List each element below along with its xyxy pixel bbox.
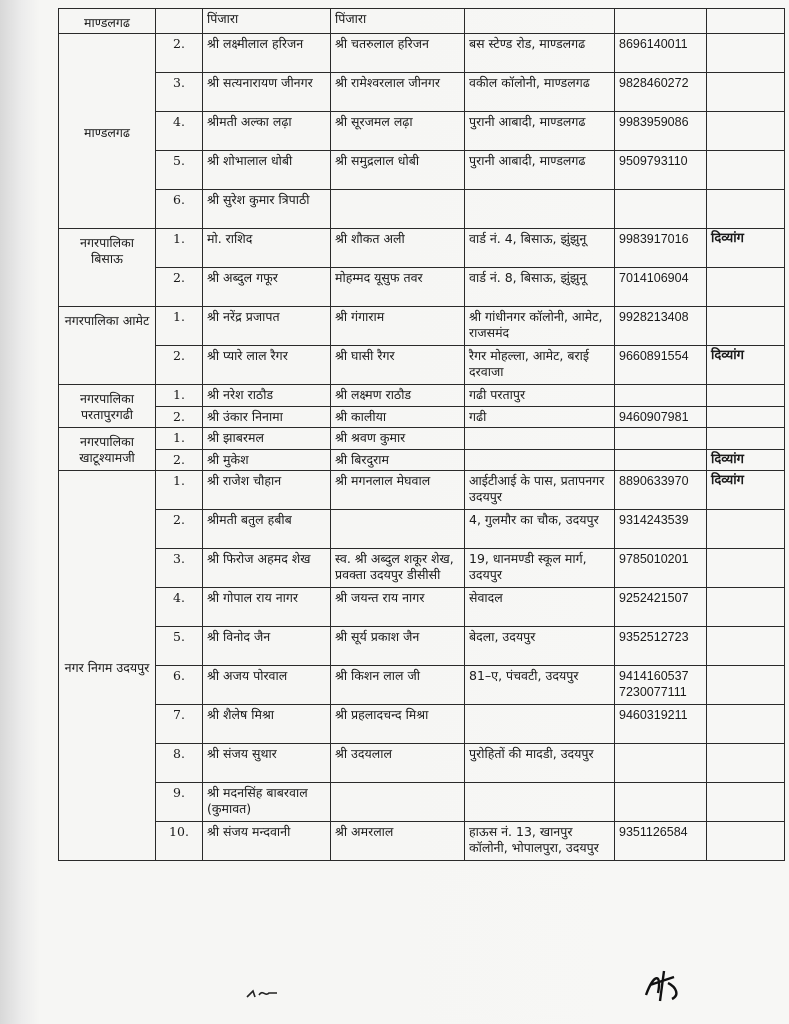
name-cell: श्री शैलेष मिश्रा (203, 705, 331, 744)
body-name-cell: माण्डलगढ (59, 9, 156, 34)
serial-cell: 6. (156, 666, 203, 705)
name-cell: श्री सत्यनारायण जीनगर (203, 73, 331, 112)
address-cell: वकील कॉलोनी, माण्डलगढ (465, 73, 615, 112)
father-cell: मोहम्मद यूसुफ तवर (331, 268, 465, 307)
phone-cell: 7014106904 (615, 268, 707, 307)
serial-cell: 2. (156, 34, 203, 73)
name-cell: श्री गोपाल राय नागर (203, 588, 331, 627)
address-cell: गढी (465, 406, 615, 428)
remark-cell: दिव्यांग (707, 346, 785, 385)
phone-cell: 9983959086 (615, 112, 707, 151)
remark-cell (707, 744, 785, 783)
serial-cell: 2. (156, 510, 203, 549)
serial-cell: 8. (156, 744, 203, 783)
serial-cell: 6. (156, 190, 203, 229)
table-row (59, 627, 785, 666)
remark-cell (707, 549, 785, 588)
remark-cell (707, 385, 785, 407)
address-cell (465, 449, 615, 471)
serial-cell: 5. (156, 627, 203, 666)
remark-cell (707, 406, 785, 428)
remark-cell (707, 627, 785, 666)
phone-cell (615, 449, 707, 471)
name-cell: श्री अजय पोरवाल (203, 666, 331, 705)
remark-cell (707, 73, 785, 112)
phone-cell: 9983917016 (615, 229, 707, 268)
father-cell: श्री प्रहलादचन्द मिश्रा (331, 705, 465, 744)
name-cell: श्रीमती अल्का लढ़ा (203, 112, 331, 151)
father-cell: श्री कालीया (331, 406, 465, 428)
serial-cell: 3. (156, 549, 203, 588)
phone-cell: 9314243539 (615, 510, 707, 549)
table-row (59, 307, 785, 346)
serial-cell: 9. (156, 783, 203, 822)
signature-mark (640, 965, 686, 1005)
phone-cell: 9828460272 (615, 73, 707, 112)
remark-cell (707, 428, 785, 450)
phone-cell: 9351126584 (615, 822, 707, 861)
father-cell: श्री मगनलाल मेघवाल (331, 471, 465, 510)
father-cell: श्री चतरुलाल हरिजन (331, 34, 465, 73)
body-name-cell: नगरपालिका परतापुरगढी (59, 385, 156, 428)
name-cell: श्री सुरेश कुमार त्रिपाठी (203, 190, 331, 229)
table-row (59, 549, 785, 588)
table-row (59, 385, 785, 407)
address-cell: गढी परतापुर (465, 385, 615, 407)
name-cell: श्री संजय मन्दवानी (203, 822, 331, 861)
table-row (59, 744, 785, 783)
phone-cell (615, 190, 707, 229)
address-cell (465, 9, 615, 34)
phone-cell: 9509793110 (615, 151, 707, 190)
table-row (59, 510, 785, 549)
phone-cell: 9414160537 7230077111 (615, 666, 707, 705)
address-cell: 4, गुलमौर का चौक, उदयपुर (465, 510, 615, 549)
name-cell: श्री राजेश चौहान (203, 471, 331, 510)
remark-cell: दिव्यांग (707, 449, 785, 471)
table-row (59, 705, 785, 744)
phone-cell: 9660891554 (615, 346, 707, 385)
name-cell: पिंजारा (203, 9, 331, 34)
phone-cell (615, 9, 707, 34)
remark-cell (707, 783, 785, 822)
phone-cell (615, 428, 707, 450)
father-cell: श्री बिरदुराम (331, 449, 465, 471)
serial-cell: 5. (156, 151, 203, 190)
remark-cell (707, 268, 785, 307)
father-cell: श्री लक्ष्मण राठौड (331, 385, 465, 407)
address-cell: आईटीआई के पास, प्रतापनगर उदयपुर (465, 471, 615, 510)
name-cell: श्री प्यारे लाल रैगर (203, 346, 331, 385)
remark-cell (707, 9, 785, 34)
serial-cell: 2. (156, 268, 203, 307)
father-cell (331, 783, 465, 822)
serial-cell: 1. (156, 385, 203, 407)
serial-cell: 2. (156, 346, 203, 385)
phone-cell: 9352512723 (615, 627, 707, 666)
table-row (59, 449, 785, 471)
table-row (59, 151, 785, 190)
member-table (58, 8, 785, 861)
name-cell: श्री विनोद जैन (203, 627, 331, 666)
name-cell: श्री फिरोज अहमद शेख (203, 549, 331, 588)
phone-cell (615, 783, 707, 822)
phone-cell (615, 385, 707, 407)
table-row (59, 34, 785, 73)
address-cell: पुरानी आबादी, माण्डलगढ (465, 151, 615, 190)
address-cell: पुरानी आबादी, माण्डलगढ (465, 112, 615, 151)
name-cell: श्रीमती बतुल हबीब (203, 510, 331, 549)
name-cell: श्री नरेंद्र प्रजापत (203, 307, 331, 346)
address-cell: पुरोहितों की मादडी, उदयपुर (465, 744, 615, 783)
address-cell: वार्ड नं. 8, बिसाऊ, झुंझुनू (465, 268, 615, 307)
serial-cell: 2. (156, 449, 203, 471)
table-row (59, 588, 785, 627)
body-name-cell: नगरपालिका आमेट (59, 307, 156, 385)
serial-cell: 4. (156, 112, 203, 151)
table-row (59, 229, 785, 268)
remark-cell (707, 307, 785, 346)
father-cell: श्री गंगाराम (331, 307, 465, 346)
table-row (59, 822, 785, 861)
serial-cell: 2. (156, 406, 203, 428)
address-cell: 19, धानमण्डी स्कूल मार्ग, उदयपुर (465, 549, 615, 588)
serial-cell: 1. (156, 428, 203, 450)
remark-cell (707, 34, 785, 73)
father-cell: श्री श्रवण कुमार (331, 428, 465, 450)
phone-cell (615, 744, 707, 783)
name-cell: श्री नरेश राठौड (203, 385, 331, 407)
name-cell: श्री अब्दुल गफूर (203, 268, 331, 307)
member-table-body (59, 9, 785, 861)
remark-cell (707, 588, 785, 627)
table-row (59, 112, 785, 151)
remark-cell (707, 190, 785, 229)
address-cell: 81–ए, पंचवटी, उदयपुर (465, 666, 615, 705)
name-cell: श्री लक्ष्मीलाल हरिजन (203, 34, 331, 73)
serial-cell: 4. (156, 588, 203, 627)
address-cell (465, 190, 615, 229)
father-cell (331, 190, 465, 229)
remark-cell (707, 705, 785, 744)
father-cell: श्री सूर्य प्रकाश जैन (331, 627, 465, 666)
address-cell (465, 428, 615, 450)
address-cell: सेवादल (465, 588, 615, 627)
father-cell: श्री जयन्त राय नागर (331, 588, 465, 627)
father-cell: श्री रामेश्वरलाल जीनगर (331, 73, 465, 112)
body-name-cell: नगरपालिका खाटूश्यामजी (59, 428, 156, 471)
name-cell: मो. राशिद (203, 229, 331, 268)
body-name-cell: नगरपालिका बिसाऊ (59, 229, 156, 307)
name-cell: श्री शोभालाल धोबी (203, 151, 331, 190)
serial-cell: 1. (156, 307, 203, 346)
father-cell: श्री शौकत अली (331, 229, 465, 268)
remark-cell: दिव्यांग (707, 471, 785, 510)
table-row (59, 268, 785, 307)
table-row (59, 9, 785, 34)
father-cell (331, 510, 465, 549)
phone-cell: 9460907981 (615, 406, 707, 428)
father-cell: श्री समुद्रलाल धोबी (331, 151, 465, 190)
address-cell: रैगर मोहल्ला, आमेट, बराई दरवाजा (465, 346, 615, 385)
remark-cell (707, 510, 785, 549)
phone-cell: 8890633970 (615, 471, 707, 510)
serial-cell: 1. (156, 229, 203, 268)
remark-cell (707, 666, 785, 705)
phone-cell: 9460319211 (615, 705, 707, 744)
serial-cell: 3. (156, 73, 203, 112)
serial-cell: 7. (156, 705, 203, 744)
address-cell: बस स्टेण्ड रोड, माण्डलगढ (465, 34, 615, 73)
name-cell: श्री उंकार निनामा (203, 406, 331, 428)
document-sheet (58, 8, 784, 861)
table-row (59, 406, 785, 428)
address-cell: बेदला, उदयपुर (465, 627, 615, 666)
name-cell: श्री संजय सुथार (203, 744, 331, 783)
father-cell: श्री किशन लाल जी (331, 666, 465, 705)
table-row (59, 471, 785, 510)
table-row (59, 346, 785, 385)
address-cell: हाऊस नं. 13, खानपुर कॉलोनी, भोपालपुरा, उदयपुर (465, 822, 615, 861)
address-cell (465, 705, 615, 744)
name-cell: श्री मदनसिंह बाबरवाल (कुमावत) (203, 783, 331, 822)
father-cell: श्री उदयलाल (331, 744, 465, 783)
table-row (59, 73, 785, 112)
name-cell: श्री मुकेश (203, 449, 331, 471)
remark-cell (707, 112, 785, 151)
remark-cell: दिव्यांग (707, 229, 785, 268)
father-cell: श्री घासी रैगर (331, 346, 465, 385)
address-cell (465, 783, 615, 822)
body-name-cell: नगर निगम उदयपुर (59, 471, 156, 861)
phone-cell: 9252421507 (615, 588, 707, 627)
father-cell: स्व. श्री अब्दुल शकूर शेख, प्रवक्ता उदयपुर डीसीसी (331, 549, 465, 588)
name-cell: श्री झाबरमल (203, 428, 331, 450)
initials-mark (245, 985, 281, 1001)
phone-cell: 8696140011 (615, 34, 707, 73)
body-name-cell: माण्डलगढ (59, 34, 156, 229)
father-cell: श्री अमरलाल (331, 822, 465, 861)
serial-cell: 1. (156, 471, 203, 510)
phone-cell: 9928213408 (615, 307, 707, 346)
table-row (59, 783, 785, 822)
address-cell: श्री गांधीनगर कॉलोनी, आमेट, राजसमंद (465, 307, 615, 346)
table-row (59, 428, 785, 450)
table-row (59, 190, 785, 229)
father-cell: श्री सूरजमल लढ़ा (331, 112, 465, 151)
phone-cell: 9785010201 (615, 549, 707, 588)
address-cell: वार्ड नं. 4, बिसाऊ, झुंझुनू (465, 229, 615, 268)
serial-cell (156, 9, 203, 34)
serial-cell: 10. (156, 822, 203, 861)
father-cell: पिंजारा (331, 9, 465, 34)
remark-cell (707, 151, 785, 190)
table-row (59, 666, 785, 705)
remark-cell (707, 822, 785, 861)
